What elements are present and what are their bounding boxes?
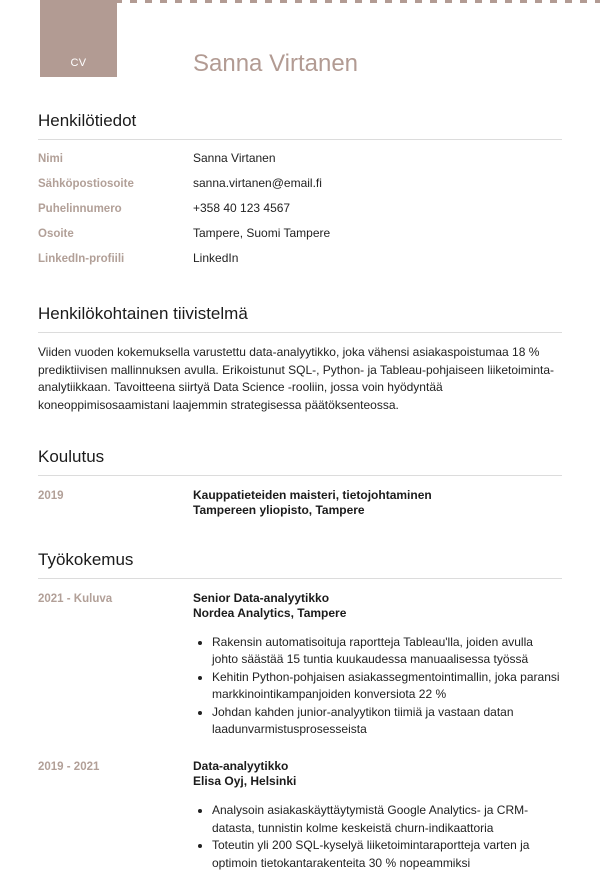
section-heading-summary: Henkilökohtainen tiivistelmä (38, 304, 248, 323)
section-summary (38, 304, 562, 414)
entry-period: 2021 - Kuluva (38, 593, 113, 605)
section-heading-education: Koulutus (38, 447, 105, 466)
contact-value: LinkedIn (193, 251, 239, 265)
contact-label: Nimi (38, 153, 63, 165)
contact-value: +358 40 123 4567 (193, 201, 291, 215)
experience-entries (38, 591, 562, 872)
entry-period: 2019 - 2021 (38, 761, 100, 774)
entry-bullet: • Kehitin Python-pohjaisen asiakassegmentointimallin, joka paransi markkinointikampanjoiden konversiota 22 % (212, 669, 562, 704)
entry-body (193, 488, 562, 517)
entry-body (193, 591, 562, 738)
entry-bullet: • Johdan kahden junior-analyytikon tiimiä ja vastaan datan laadunvarmistusprosesseista (212, 704, 562, 739)
contact-value: sanna.virtanen@email.fi (193, 176, 322, 190)
cv-entry (38, 488, 562, 517)
entry-subtitle: Tampereen yliopisto, Tampere (193, 502, 365, 517)
contact-row (38, 196, 562, 221)
entry-bullet: • Rakensin automatisoituja raportteja Tableau'lla, joiden avulla johto säästää 15 tuntia kuukaudessa manuaalisessa työssä (212, 634, 562, 669)
entry-title: Data-analyytikko (193, 759, 289, 774)
contact-label: LinkedIn-profiili (38, 253, 125, 265)
entry-period: 2019 (38, 490, 64, 502)
entry-subtitle: Nordea Analytics, Tampere (193, 605, 347, 620)
section-experience (38, 550, 562, 872)
section-divider (38, 578, 562, 579)
cv-entry (38, 759, 562, 872)
entry-subtitle: Elisa Oyj, Helsinki (193, 773, 297, 788)
section-divider (38, 139, 562, 140)
section-divider (38, 332, 562, 333)
section-heading-experience: Työkokemus (38, 550, 134, 569)
contact-value: Tampere, Suomi Tampere (193, 226, 331, 240)
summary-paragraph: Viiden vuoden kokemuksella varustettu data-analyytikko, joka vähensi asiakaspoistumaa 18 % prediktiivisen mallinnuksen avulla. Erikoistunut SQL-, Python- ja Tableau-pohjaiseen liiketoiminta-analytiikkaan. Tavoitteena siirtyä Data Science -rooliin, jossa voin hyödyntää koneoppimisosaamistani laajemmin strategisessa päätöksenteossa. (38, 345, 555, 412)
section-heading-personal: Henkilötiedot (38, 111, 137, 130)
cv-badge-label: CV (70, 57, 87, 69)
contact-row (38, 146, 562, 171)
contact-label: Puhelinnumero (38, 203, 122, 215)
contact-rows (38, 146, 562, 271)
entry-title: Kauppatieteiden maisteri, tietojohtaminen (193, 488, 432, 502)
cv-content (0, 111, 600, 872)
entry-body (193, 759, 562, 872)
entry-title: Senior Data-analyytikko (193, 591, 330, 605)
entry-bullets (193, 802, 562, 872)
section-personal (38, 111, 562, 271)
page-title: Sanna Virtanen (193, 50, 359, 77)
contact-value: Sanna Virtanen (193, 151, 276, 165)
contact-row (38, 221, 562, 246)
section-divider (38, 475, 562, 476)
education-entries (38, 488, 562, 517)
entry-bullet: • Analysoin asiakaskäyttäytymistä Google Analytics- ja CRM-datasta, tunnistin kolme keskeistä churn-indikaattoria (212, 802, 562, 837)
contact-row (38, 246, 562, 271)
contact-label: Osoite (38, 228, 74, 240)
top-dashed-line (40, 0, 600, 3)
contact-label: Sähköpostiosoite (38, 178, 134, 190)
cv-badge (40, 0, 117, 77)
cv-entry (38, 591, 562, 738)
entry-bullets (193, 634, 562, 738)
section-education (38, 447, 562, 517)
entry-bullet: • Toteutin yli 200 SQL-kyselyä liiketoimintaraportteja varten ja optimoin tietokantarakenteita 30 % nopeammiksi (212, 837, 562, 872)
contact-row (38, 171, 562, 196)
